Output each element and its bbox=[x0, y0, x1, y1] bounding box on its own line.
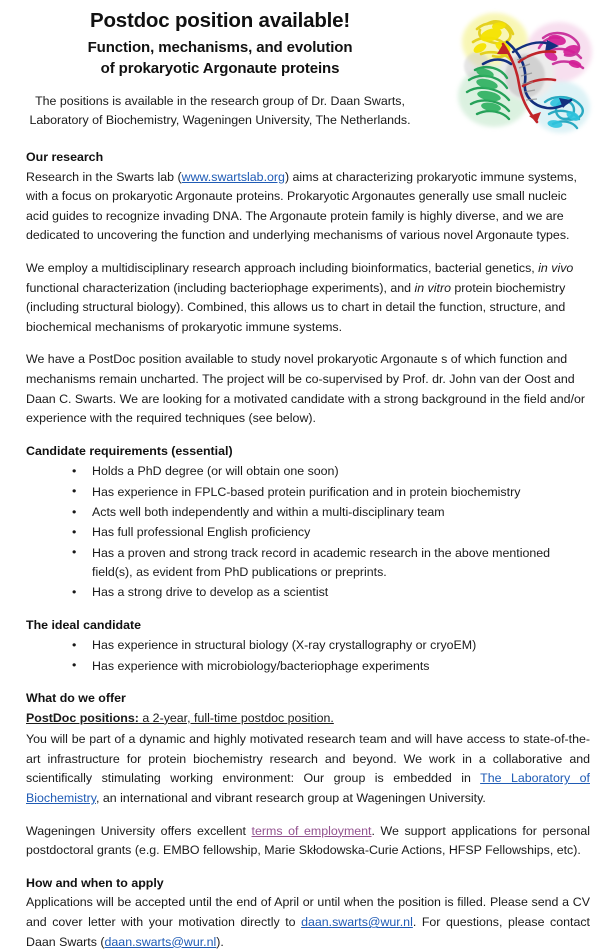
page-subtitle-line-1: Function, mechanisms, and evolution bbox=[87, 38, 353, 56]
heading-candidate-requirements: Candidate requirements (essential) bbox=[26, 443, 233, 458]
email-link-secondary[interactable]: daan.swarts@wur.nl bbox=[104, 934, 217, 949]
list-item: • Has experience with microbiology/bacteriophage experiments bbox=[26, 657, 590, 676]
list-candidate-requirements bbox=[26, 462, 590, 602]
heading-ideal-candidate: The ideal candidate bbox=[26, 617, 141, 632]
heading-how-to-apply: How and when to apply bbox=[26, 875, 164, 890]
intro-block bbox=[0, 92, 440, 130]
list-item: • Has experience in FPLC-based protein purification and in protein biochemistry bbox=[26, 483, 590, 502]
heading-our-research: Our research bbox=[26, 150, 104, 164]
paragraph-research-3: We have a PostDoc position available to study novel prokaryotic Argonaute s of which function and mechanisms remain uncharted. The project will be co-supervised by Prof. dr. John van der Oost and Daan C. Swarts. We are looking for a motivated candidate with a strong background in the field and/or experience with the required techniques (see below). bbox=[26, 352, 586, 426]
offer-p2-text-b: . We support applications for personal postdoctoral grants (e.g. EMBO fellowship, Marie Skłodowska-Curie Actions, HFSP Fellowships, etc). bbox=[26, 823, 591, 858]
term-in-vitro: in vitro bbox=[414, 280, 451, 295]
laboratory-of-biochemistry-link[interactable]: The Laboratory of Biochemistry bbox=[26, 771, 590, 806]
intro-line-2: Laboratory of Biochemistry, Wageningen University, The Netherlands. bbox=[29, 113, 411, 128]
protein-structure-svg bbox=[447, 4, 607, 144]
list-item: • Has a strong drive to develop as a scientist bbox=[26, 583, 590, 602]
offer-p1-text-b: , an international and vibrant research group at Wageningen University. bbox=[96, 791, 486, 806]
list-item: • Has a proven and strong track record in academic research in the above mentioned field(s), as evident from PhD publications or preprints. bbox=[26, 544, 590, 583]
protein-structure-image bbox=[447, 4, 607, 144]
list-ideal-candidate bbox=[26, 636, 590, 676]
offer-value: a 2-year, full-time postdoc position. bbox=[138, 710, 334, 725]
offer-postdoc-positions-line bbox=[26, 709, 590, 729]
apply-text-a: Applications will be accepted until the end of April or until when the position is filled. Please send a CV and cover letter with your motivation directly to bbox=[26, 895, 590, 930]
page-title: Postdoc position available! bbox=[89, 9, 350, 32]
offer-label: PostDoc positions: bbox=[26, 710, 139, 725]
page-subtitle-line-2: of prokaryotic Argonaute proteins bbox=[100, 59, 340, 77]
paragraph-offer-1 bbox=[26, 730, 590, 808]
research-p2-text-c: protein biochemistry (including structural biology). Combined, this allows us to chart in detail the function, structure, and biochemical mechanisms of prokaryotic immune systems. bbox=[26, 280, 566, 334]
offer-p1-text-a: You will be part of a dynamic and highly motivated research team and will have access to state-of-the-art infrastructure for protein biochemistry research and beyond. We work in a collaborative and scientifically stimulating working environment: Our group is embedded in bbox=[26, 732, 590, 786]
list-item: • Has full professional English proficiency bbox=[26, 523, 590, 542]
header-text-block bbox=[0, 8, 440, 131]
offer-p2-text-a: Wageningen University offers excellent bbox=[26, 823, 252, 838]
swartslab-link[interactable]: www.swartslab.org bbox=[181, 169, 285, 184]
paragraph-offer-2 bbox=[26, 822, 590, 861]
research-p1-text-b: ) aims at characterizing prokaryotic immune systems, with a focus on prokaryotic Argonaute proteins. Prokaryotic Argonautes generally use small nucleic acid guides to recognize invading DNA. The Argonaute protein family is highly diverse, and we are dedicated to uncovering the function and underlying mechanisms of various novel Argonaute types. bbox=[26, 169, 577, 243]
poster-header bbox=[0, 0, 614, 148]
intro-line-1: The positions is available in the research group of Dr. Daan Swarts, bbox=[35, 94, 405, 109]
email-link-primary[interactable]: daan.swarts@wur.nl bbox=[301, 915, 413, 930]
paragraph-research-2 bbox=[26, 259, 590, 337]
list-item: • Holds a PhD degree (or will obtain one soon) bbox=[26, 462, 590, 481]
list-item: • Acts well both independently and within a multi-disciplinary team bbox=[26, 503, 590, 522]
term-in-vivo: in vivo bbox=[538, 260, 574, 275]
poster-body bbox=[26, 148, 590, 952]
research-p2-text-b: functional characterization (including bacteriophage experiments), and bbox=[26, 280, 415, 295]
research-p1-text-a: Research in the Swarts lab ( bbox=[26, 169, 182, 184]
apply-text-c: ). bbox=[216, 934, 224, 949]
paragraph-research-1 bbox=[26, 168, 590, 246]
paragraph-how-to-apply bbox=[26, 893, 590, 952]
terms-of-employment-link[interactable]: terms of employment bbox=[251, 823, 372, 838]
apply-text-b: . For questions, please contact Daan Swarts ( bbox=[26, 915, 590, 949]
research-p2-text-a: We employ a multidisciplinary research approach including bioinformatics, bacterial genetics, bbox=[26, 260, 539, 275]
heading-what-we-offer: What do we offer bbox=[26, 691, 126, 706]
list-item: • Has experience in structural biology (X-ray crystallography or cryoEM) bbox=[26, 636, 590, 655]
